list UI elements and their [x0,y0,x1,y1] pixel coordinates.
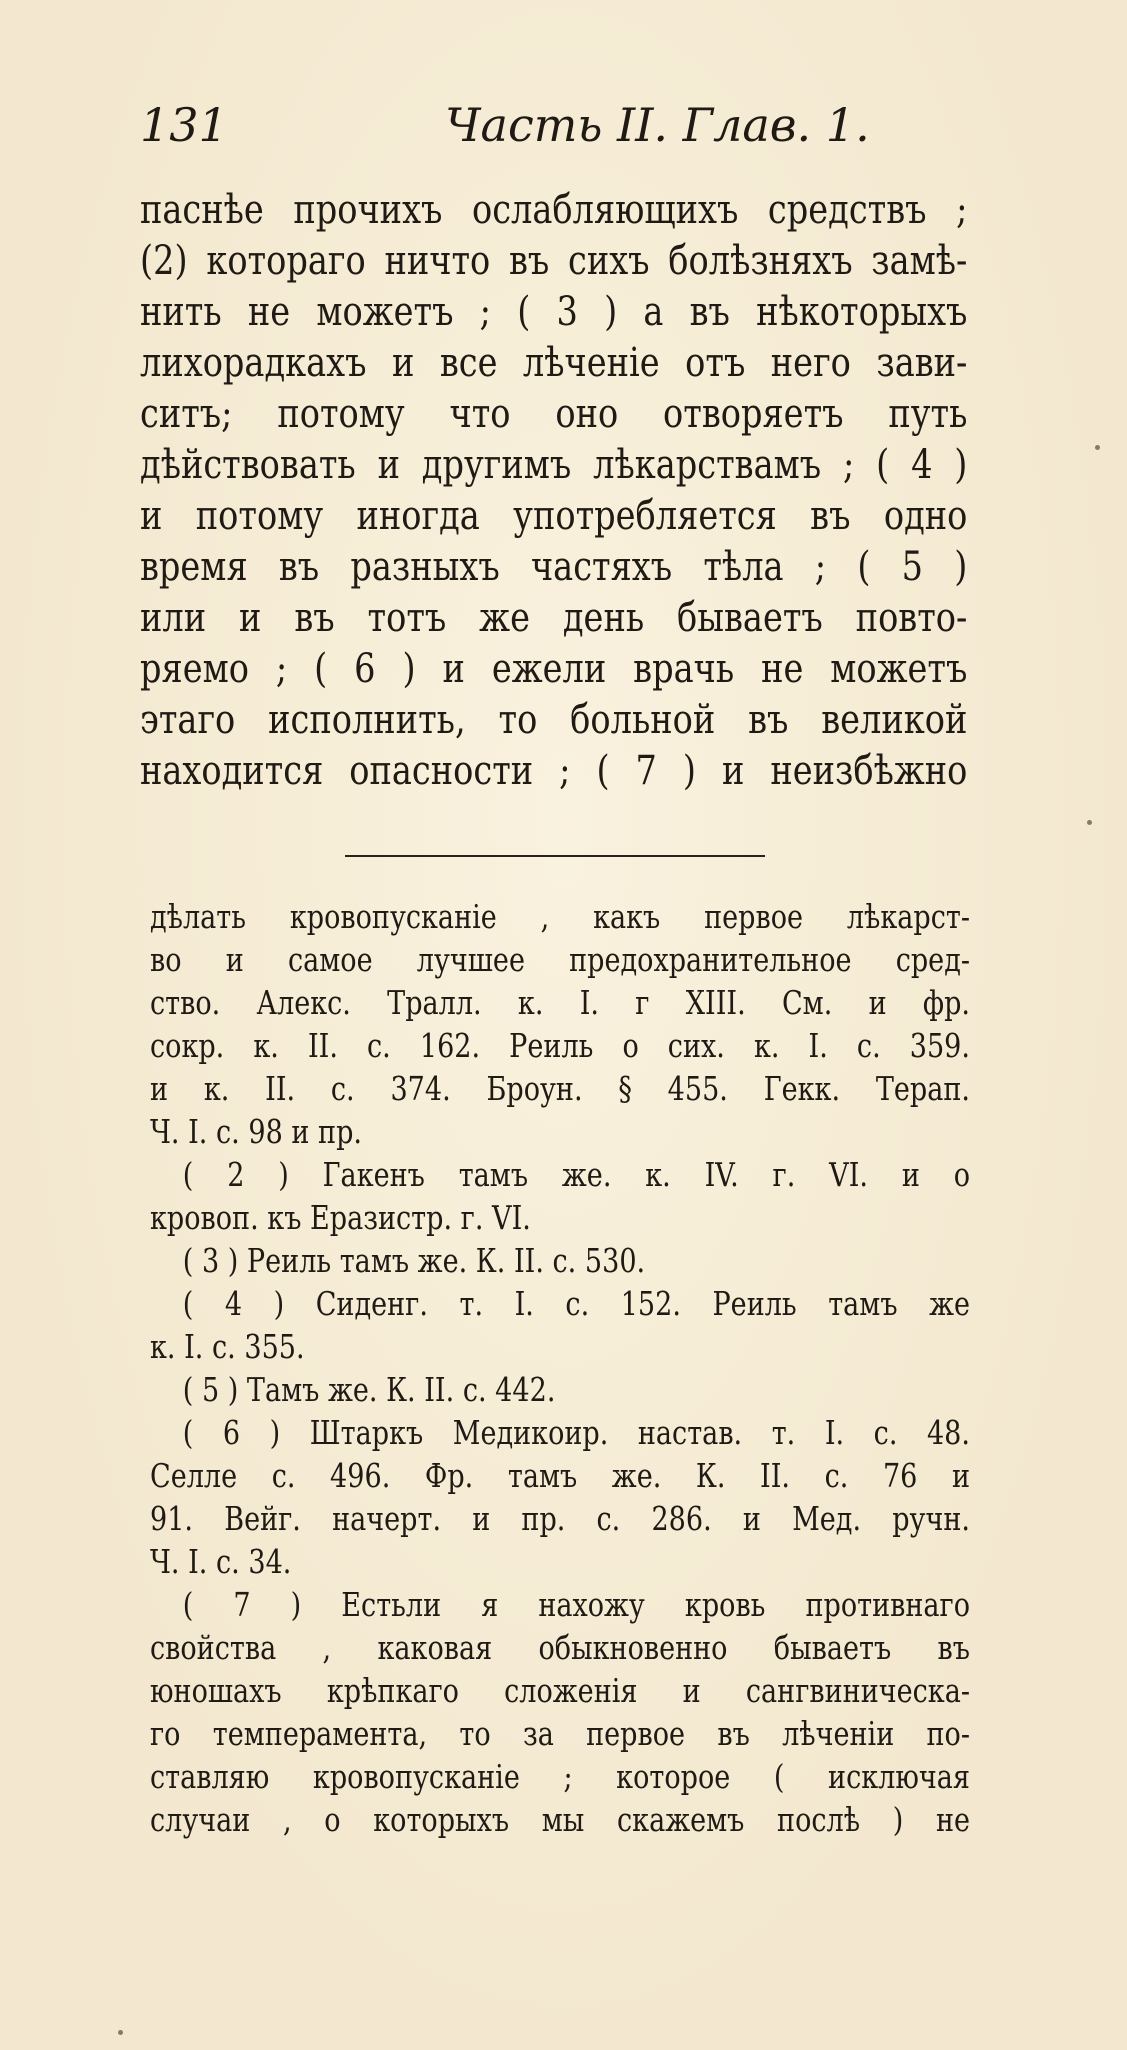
footnote-line: ( 3 ) Реиль тамъ же. К. II. с. 530. [182,1241,646,1280]
main-text-line: ситъ; потому что оно отворяетъ путь [140,391,968,437]
footnote-line: ство. Алекс. Тралл. к. I. г XIII. См. и фр. [150,983,970,1022]
footnote-separator-rule [345,855,765,857]
footnote-line: сокр. к. II. с. 162. Реиль о сих. к. I. с. 359. [150,1026,970,1065]
main-text-line: (2) котораго ничто въ сихъ болѣзняхъ замѣ- [140,238,968,284]
footnote-line: кровоп. къ Еразистр. г. VI. [150,1198,531,1237]
main-text-line: время въ разныхъ частяхъ тѣла ; ( 5 ) [140,544,968,590]
footnote-line: Ч. I. с. 34. [150,1542,292,1581]
footnote-line: ставляю кровопусканіе ; которое ( исключая [150,1757,970,1796]
footnote-line: дѣлать кровопусканіе , какъ первое лѣкарст- [150,897,970,936]
main-text-line: или и въ тотъ же день бываетъ повто- [140,595,968,641]
ink-speck [1095,445,1100,450]
main-text-line: дѣйствовать и другимъ лѣкарствамъ ; ( 4 ) [140,442,968,488]
footnote-line: и к. II. с. 374. Броун. § 455. Гекк. Терап. [150,1069,970,1108]
footnote-line: ( 5 ) Тамъ же. К. II. с. 442. [182,1370,556,1409]
ink-speck [1087,820,1092,825]
main-text-line: нить не можетъ ; ( 3 ) а въ нѣкоторыхъ [140,289,968,335]
footnote-line: ( 2 ) Гакенъ тамъ же. к. IV. г. VI. и о [182,1155,971,1194]
footnotes [150,895,970,1841]
footnote-line: ( 4 ) Сиденг. т. I. с. 152. Реиль тамъ же [182,1284,971,1323]
main-text-line: паснѣе прочихъ ослабляющихъ средствъ ; [140,187,968,233]
footnote-line: случаи , о которыхъ мы скажемъ послѣ ) не [150,1800,970,1839]
running-title: Часть II. Глав. 1. [445,98,870,152]
main-text-line: лихорадкахъ и все лѣченіе отъ него зави- [140,340,968,386]
main-text-line: и потому иногда употребляется въ одно [140,493,968,539]
page-number: 131 [140,98,228,152]
main-text [140,185,967,797]
ink-speck [118,2030,123,2035]
footnote-line: к. I. с. 355. [150,1327,305,1366]
main-text-line: находится опасности ; ( 7 ) и неизбѣжно [140,748,968,794]
main-text-line: ряемо ; ( 6 ) и ежели врачь не можетъ [140,646,968,692]
footnote-line: юношахъ крѣпкаго сложенія и сангвиническа- [150,1671,970,1710]
footnote-line: Селле с. 496. Фр. тамъ же. К. II. с. 76 и [150,1456,970,1495]
page-header [140,98,1040,168]
footnote-line: ( 6 ) Штаркъ Медикоир. настав. т. I. с. 48. [182,1413,971,1452]
footnote-line: во и самое лучшее предохранительное сред- [150,940,970,979]
main-text-line: этаго исполнить, то больной въ великой [140,697,968,743]
footnote-line: го темперамента, то за первое въ лѣченіи по- [150,1714,970,1753]
footnote-line: 91. Вейг. начерт. и пр. с. 286. и Мед. ручн. [150,1499,970,1538]
footnote-line: Ч. I. с. 98 и пр. [150,1112,363,1151]
footnote-line: свойства , каковая обыкновенно бываетъ въ [150,1628,970,1667]
footnote-line: ( 7 ) Естьли я нахожу кровь противнаго [182,1585,971,1624]
